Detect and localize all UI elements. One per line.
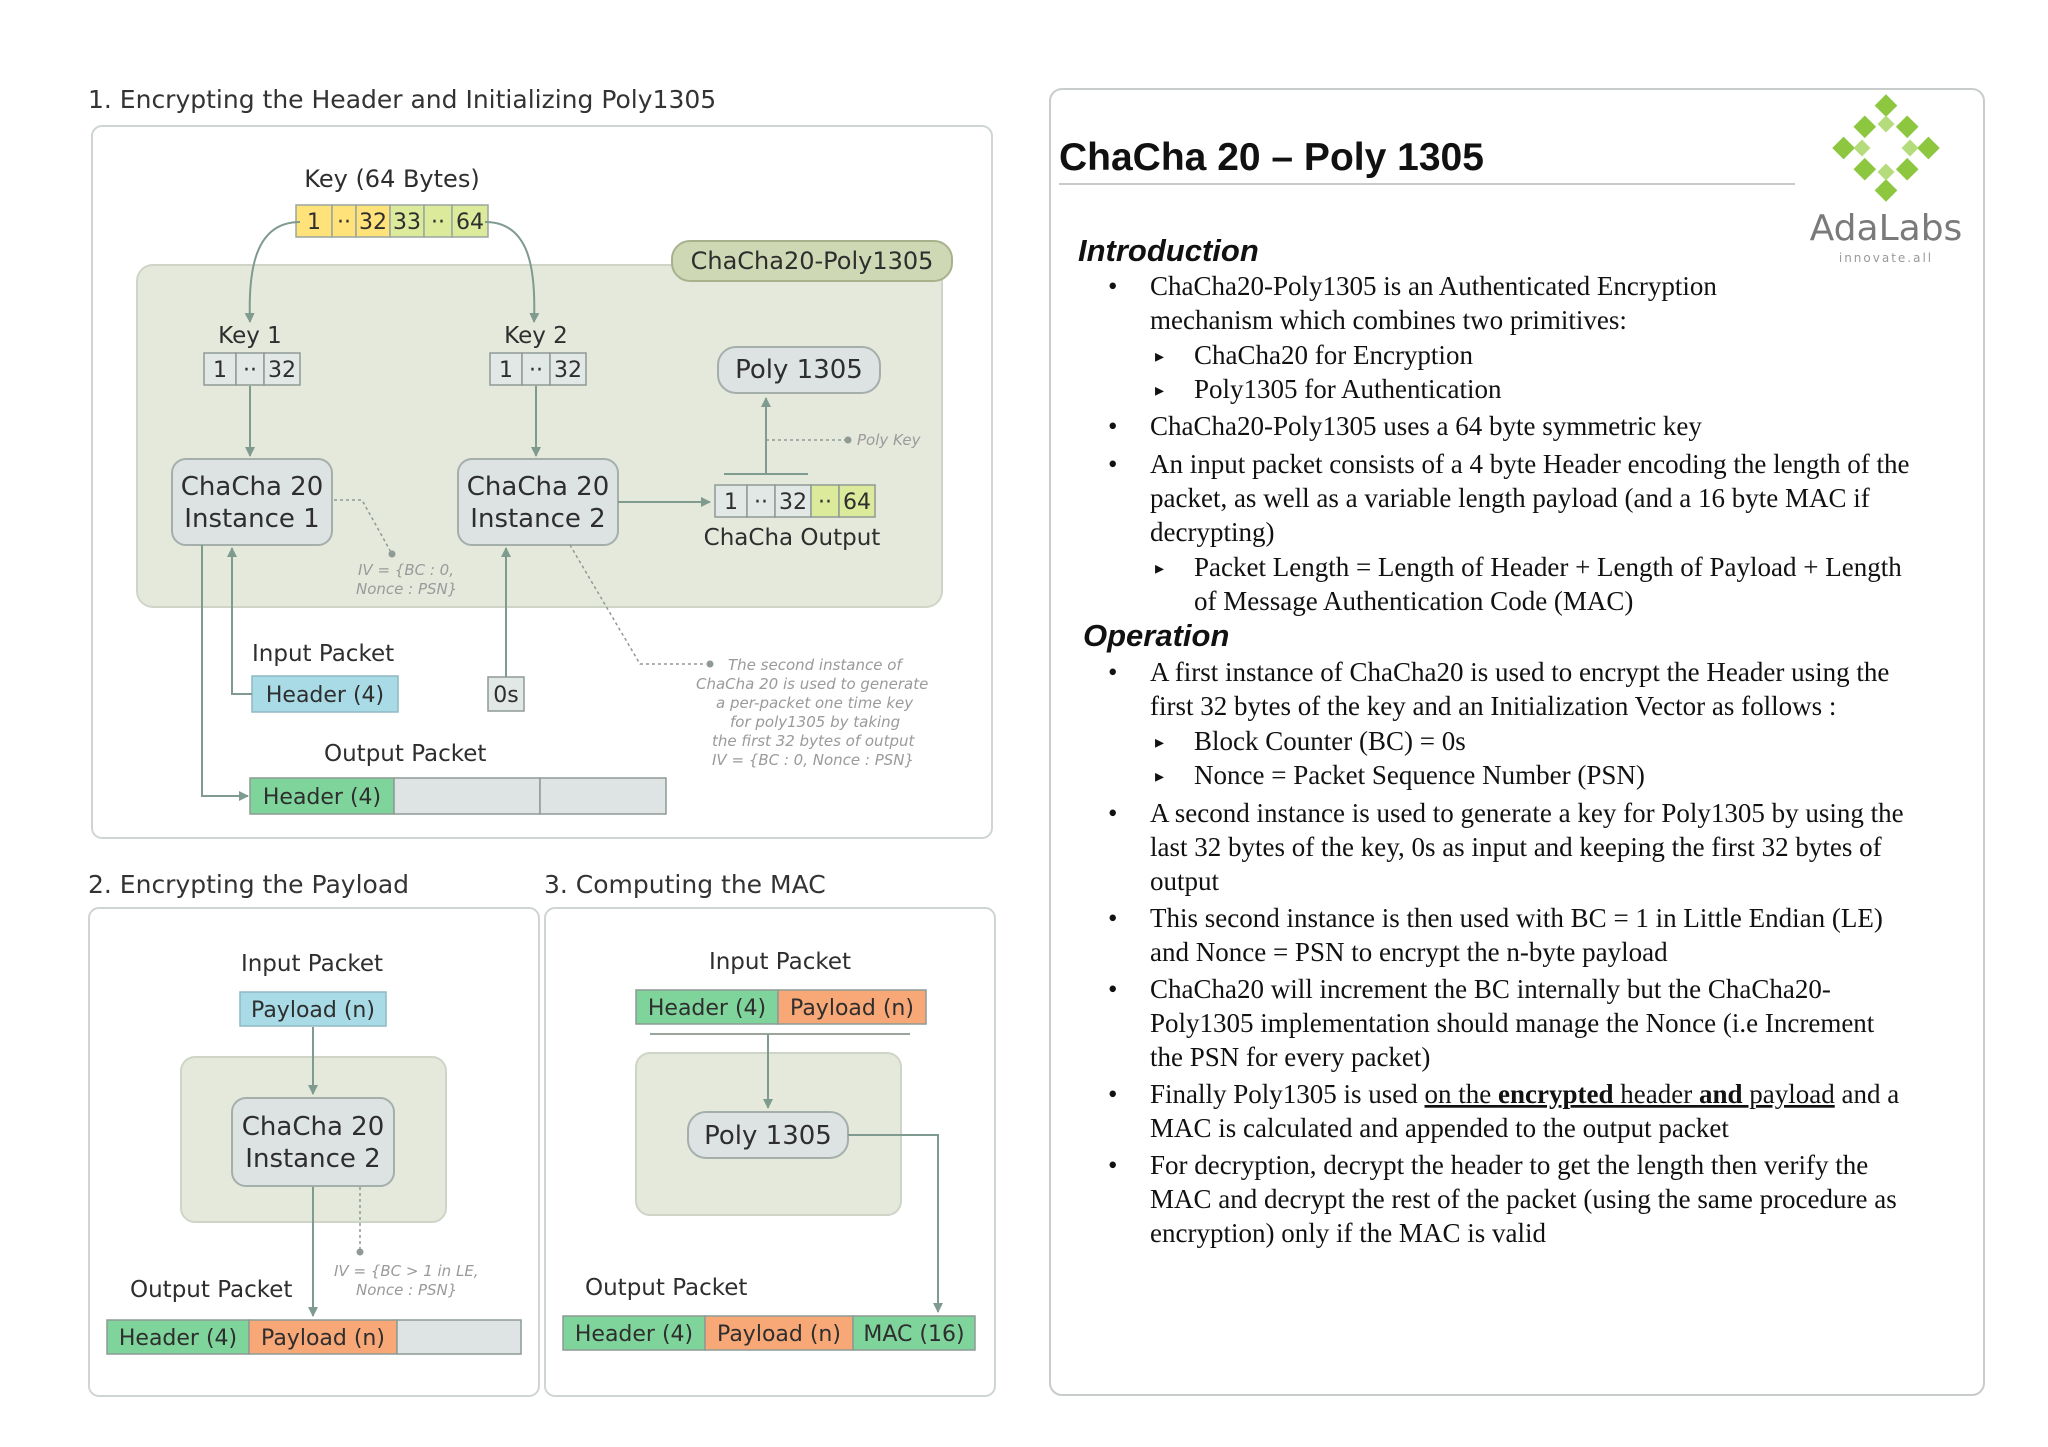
intro-line: packet, as well as a variable length payload (and a 16 byte MAC if bbox=[1150, 483, 1870, 513]
bullet: • bbox=[1108, 1150, 1118, 1180]
sub-bullet-icon: ▸ bbox=[1155, 558, 1165, 578]
output-cell: ·· bbox=[818, 490, 832, 515]
chacha-output-label: ChaCha Output bbox=[703, 525, 881, 551]
op-sub: Block Counter (BC) = 0s bbox=[1194, 726, 1466, 756]
key-cell: 64 bbox=[456, 210, 484, 235]
s3-input-payload-text: Payload (n) bbox=[790, 996, 914, 1021]
s3-output-mac-text: MAC (16) bbox=[863, 1322, 965, 1347]
intro-line: An input packet consists of a 4 byte Header encoding the length of the bbox=[1150, 449, 1910, 479]
section3-title: 3. Computing the MAC bbox=[544, 870, 826, 899]
second-instance-dot bbox=[707, 661, 714, 668]
finally-part: encrypted bbox=[1498, 1079, 1614, 1109]
iv-note-1-line2: Nonce : PSN} bbox=[356, 580, 458, 598]
key-label: Key (64 Bytes) bbox=[304, 165, 480, 193]
key1-cells bbox=[204, 353, 300, 385]
instance2-line1: ChaCha 20 bbox=[466, 472, 610, 502]
intro-line: mechanism which combines two primitives: bbox=[1150, 305, 1627, 335]
key2-cell: ·· bbox=[529, 358, 543, 383]
section2-instance-line2: Instance 2 bbox=[245, 1144, 381, 1174]
instance1-line2: Instance 1 bbox=[184, 504, 320, 534]
s3-input-header-text: Header (4) bbox=[647, 996, 767, 1021]
finally-part: payload bbox=[1742, 1079, 1835, 1109]
poly1305-label: Poly 1305 bbox=[735, 355, 863, 385]
op-line: the PSN for every packet) bbox=[1150, 1042, 1431, 1072]
key2-cells bbox=[490, 353, 586, 385]
section2-instance-line1: ChaCha 20 bbox=[241, 1112, 385, 1142]
iv-note-2-line2: Nonce : PSN} bbox=[356, 1281, 458, 1299]
op-line: MAC is calculated and appended to the output packet bbox=[1150, 1113, 1729, 1143]
bullet: • bbox=[1108, 798, 1118, 828]
bullet: • bbox=[1108, 657, 1118, 687]
intro-line: ChaCha20-Poly1305 uses a 64 byte symmetric key bbox=[1150, 411, 1702, 441]
section2-title: 2. Encrypting the Payload bbox=[88, 870, 410, 899]
second-note-line: IV = {BC : 0, Nonce : PSN} bbox=[712, 751, 915, 769]
logo-text: AdaLabs bbox=[1809, 208, 1963, 249]
finally-part: Finally Poly1305 is used bbox=[1150, 1079, 1425, 1109]
op-line: A second instance is used to generate a key for Poly1305 by using the bbox=[1150, 798, 1904, 828]
bullet: • bbox=[1108, 449, 1118, 479]
op-heading: Operation bbox=[1083, 618, 1230, 653]
input-header-text: Header (4) bbox=[265, 683, 385, 708]
intro-heading: Introduction bbox=[1078, 233, 1259, 268]
s2-output-payload-text: Payload (n) bbox=[261, 1326, 385, 1351]
intro-sub: Poly1305 for Authentication bbox=[1194, 374, 1502, 404]
s3-output-header-text: Header (4) bbox=[574, 1322, 694, 1347]
sub-bullet-icon: ▸ bbox=[1155, 380, 1165, 400]
op-line: and Nonce = PSN to encrypt the n-byte payload bbox=[1150, 937, 1668, 967]
key1-label: Key 1 bbox=[218, 323, 282, 349]
output-cell: ·· bbox=[754, 490, 768, 515]
chacha-output-cells bbox=[715, 485, 875, 517]
output-empty-cell bbox=[394, 778, 540, 814]
s3-poly1305-label: Poly 1305 bbox=[704, 1121, 832, 1151]
logo-tagline: innovate.all bbox=[1838, 251, 1934, 265]
second-note-line: ChaCha 20 is used to generate bbox=[696, 675, 929, 693]
panel-title: ChaCha 20 – Poly 1305 bbox=[1059, 136, 1484, 179]
op-sub: Nonce = Packet Sequence Number (PSN) bbox=[1194, 760, 1645, 790]
key2-cell: 1 bbox=[499, 358, 513, 383]
key-cell: ·· bbox=[337, 210, 351, 235]
s3-output-payload-text: Payload (n) bbox=[717, 1322, 841, 1347]
op-line: last 32 bytes of the key, 0s as input and keeping the first 32 bytes of bbox=[1150, 832, 1882, 862]
output-packet-label-2: Output Packet bbox=[130, 1277, 293, 1303]
second-note-line: a per-packet one time key bbox=[716, 694, 914, 712]
bullet: • bbox=[1108, 1079, 1118, 1109]
instance1-line1: ChaCha 20 bbox=[180, 472, 324, 502]
intro-sub: Packet Length = Length of Header + Length of Payload + Length bbox=[1194, 552, 1902, 582]
second-note-line: The second instance of bbox=[728, 656, 902, 674]
iv-dot-2 bbox=[357, 1249, 364, 1256]
output-cell: 32 bbox=[779, 490, 807, 515]
key-cell: 33 bbox=[393, 210, 421, 235]
op-line: This second instance is then used with BC = 1 in Little Endian (LE) bbox=[1150, 903, 1883, 933]
sub-bullet-icon: ▸ bbox=[1155, 766, 1165, 786]
op-line: ChaCha20 will increment the BC internally but the ChaCha20- bbox=[1150, 974, 1831, 1004]
output-packet-label-1: Output Packet bbox=[324, 741, 487, 767]
op-line: output bbox=[1150, 866, 1220, 896]
op-line: first 32 bytes of the key and an Initialization Vector as follows : bbox=[1150, 691, 1837, 721]
key-64-cells bbox=[296, 205, 488, 237]
finally-part: and a bbox=[1834, 1079, 1900, 1109]
key-cell: 1 bbox=[307, 210, 321, 235]
op-line: For decryption, decrypt the header to get the length then verify the bbox=[1150, 1150, 1869, 1180]
intro-sub: ChaCha20 for Encryption bbox=[1194, 340, 1473, 370]
key1-cell: 32 bbox=[268, 358, 296, 383]
finally-part: and bbox=[1698, 1079, 1743, 1109]
iv-note-2-line1: IV = {BC > 1 in LE, bbox=[334, 1262, 479, 1280]
chacha-poly-label: ChaCha20-Poly1305 bbox=[690, 247, 934, 275]
second-note-line: the first 32 bytes of output bbox=[712, 732, 915, 750]
input-packet-label-2: Input Packet bbox=[240, 951, 384, 977]
key-cell: ·· bbox=[431, 210, 445, 235]
zeros-text: 0s bbox=[493, 683, 519, 708]
op-line: A first instance of ChaCha20 is used to encrypt the Header using the bbox=[1150, 657, 1890, 687]
key2-cell: 32 bbox=[554, 358, 582, 383]
intro-line: decrypting) bbox=[1150, 517, 1275, 547]
input-packet-label-1: Input Packet bbox=[252, 641, 395, 667]
output-cell: 1 bbox=[724, 490, 738, 515]
poly-key-dot bbox=[845, 437, 852, 444]
instance2-line2: Instance 2 bbox=[470, 504, 606, 534]
second-note-line: for poly1305 by taking bbox=[730, 713, 901, 731]
output-header-text: Header (4) bbox=[262, 785, 382, 810]
intro-line: ChaCha20-Poly1305 is an Authenticated Encryption bbox=[1150, 271, 1717, 301]
poly-key-note: Poly Key bbox=[857, 431, 921, 449]
finally-part: header bbox=[1613, 1079, 1699, 1109]
output-packet-label-3: Output Packet bbox=[585, 1275, 748, 1301]
s2-output-header-text: Header (4) bbox=[118, 1326, 238, 1351]
key1-cell: ·· bbox=[243, 358, 257, 383]
op-line: Poly1305 implementation should manage the Nonce (i.e Increment bbox=[1150, 1008, 1875, 1038]
bullet: • bbox=[1108, 271, 1118, 301]
output-empty-cell bbox=[540, 778, 666, 814]
output-cell: 64 bbox=[843, 490, 871, 515]
op-line: encryption) only if the MAC is valid bbox=[1150, 1218, 1546, 1248]
bullet: • bbox=[1108, 974, 1118, 1004]
chacha-poly-region bbox=[137, 265, 942, 607]
input-packet-label-3: Input Packet bbox=[708, 949, 852, 975]
key1-cell: 1 bbox=[213, 358, 227, 383]
key-cell: 32 bbox=[359, 210, 387, 235]
sub-bullet-icon: ▸ bbox=[1155, 346, 1165, 366]
key2-label: Key 2 bbox=[504, 323, 568, 349]
finally-part: on the bbox=[1424, 1079, 1499, 1109]
section1-title: 1. Encrypting the Header and Initializing Poly1305 bbox=[88, 85, 717, 114]
iv-note-1-line1: IV = {BC : 0, bbox=[358, 561, 454, 579]
s2-output-empty bbox=[397, 1320, 521, 1354]
input-payload-text: Payload (n) bbox=[251, 998, 375, 1023]
op-line: MAC and decrypt the rest of the packet (using the same procedure as bbox=[1150, 1184, 1897, 1214]
sub-bullet-icon: ▸ bbox=[1155, 732, 1165, 752]
iv-dot-1 bbox=[389, 551, 396, 558]
op-line-rich bbox=[1150, 1079, 1899, 1109]
bullet: • bbox=[1108, 411, 1118, 441]
intro-sub: of Message Authentication Code (MAC) bbox=[1194, 586, 1634, 616]
bullet: • bbox=[1108, 903, 1118, 933]
